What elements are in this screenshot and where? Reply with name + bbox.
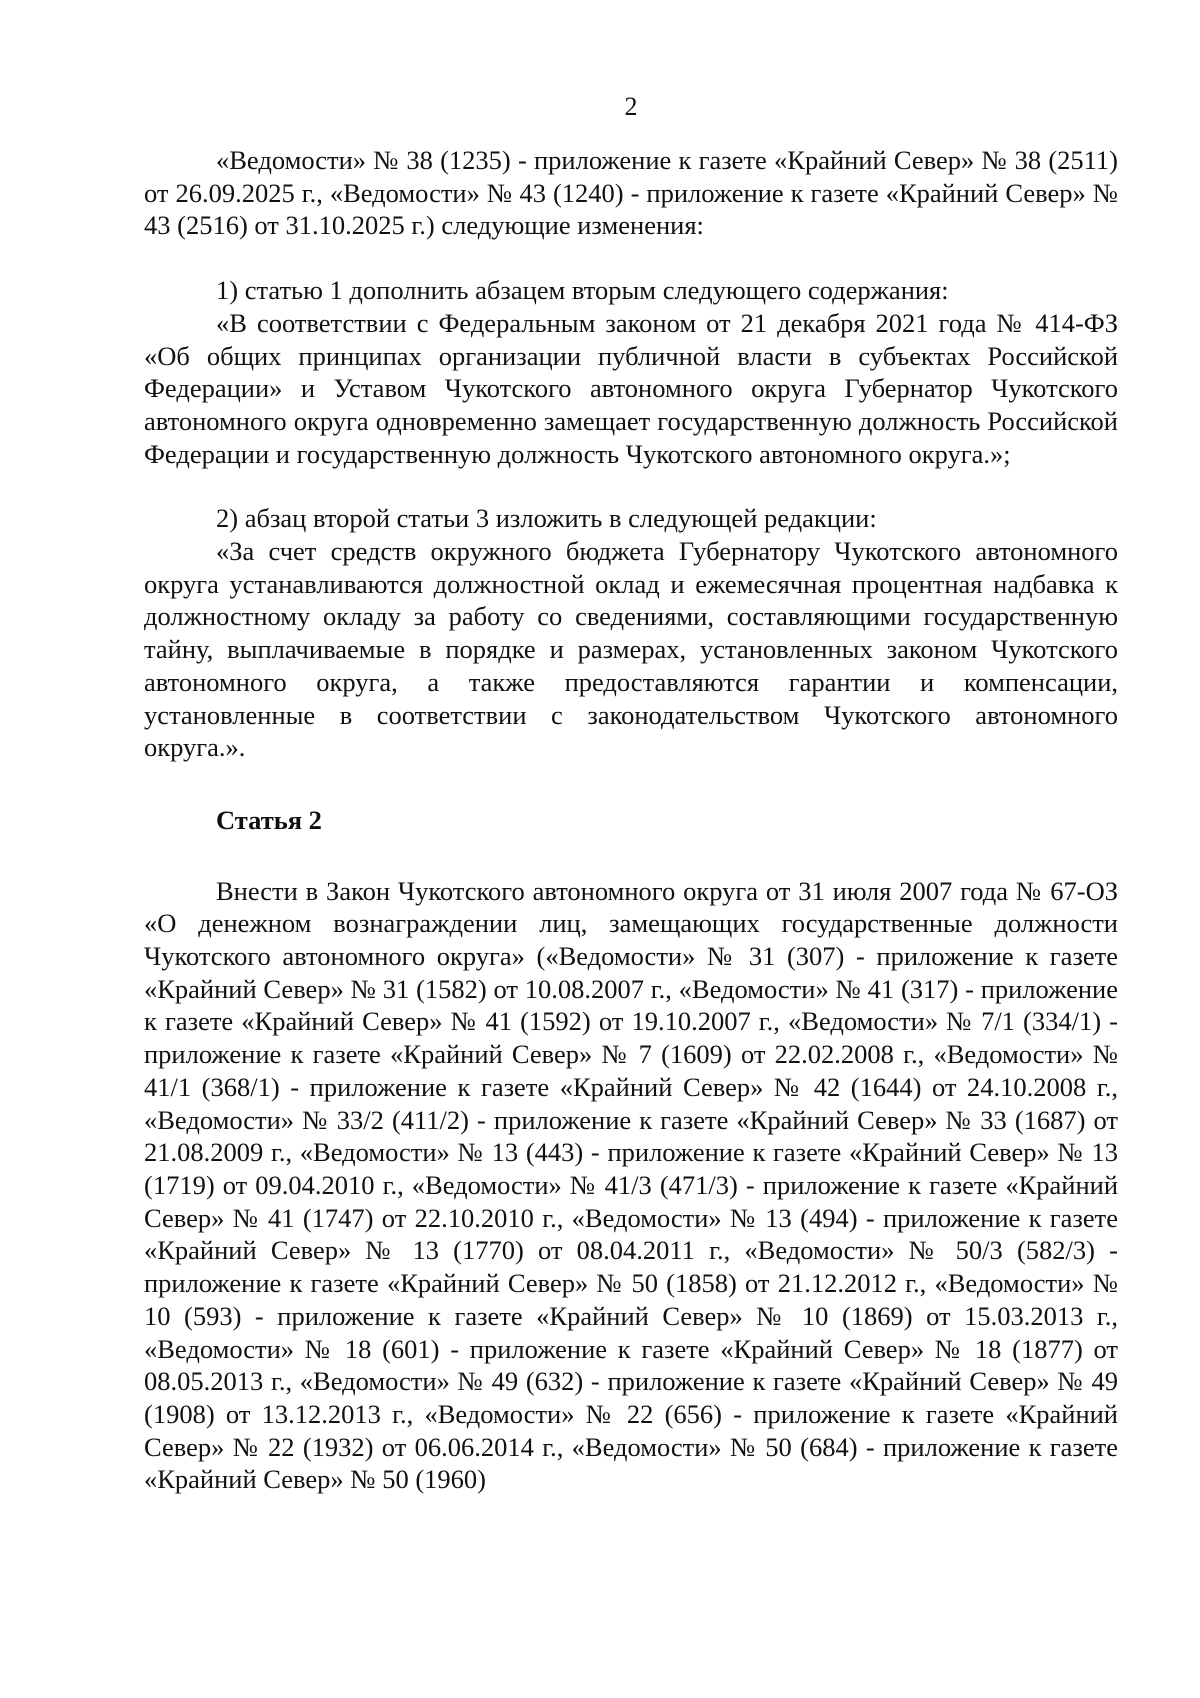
paragraph-item-2-text: «За счет средств окружного бюджета Губернатору Чукотского автономного округа устанавливаются должностной оклад и ежемесячная процентная надбавка к должностному окладу за работу со сведениями, составляющими государственную тайну, выплачиваемые в порядке и размерах, установленных законом Чукотского автономного округа, а также предоставляются гарантии и компенсации, установленные в соответствии с законодательством Чукотского автономного округа.». xyxy=(144,536,1118,763)
paragraph-item-1-text: «В соответствии с Федеральным законом от 21 декабря 2021 года № 414-ФЗ «Об общих принципах организации публичной власти в субъектах Российской Федерации» и Уставом Чукотского автономного округа Губернатор Чукотского автономного округа одновременно замещает государственную должность Российской Федерации и государственную должность Чукотского автономного округа.»; xyxy=(144,307,1118,469)
paragraph-item-2: 2) абзац второй статьи 3 изложить в следующей редакции: xyxy=(216,503,877,534)
paragraph-article-2-text: Внести в Закон Чукотского автономного округа от 31 июля 2007 года № 67-ОЗ «О денежном вознаграждении лиц, замещающих государственные должности Чукотского автономного округа» («Ведомости» № 31 (307) - приложение к газете «Крайний Север» № 31 (1582) от 10.08.2007 г., «Ведомости» № 41 (317) - приложение к газете «Крайний Север» № 41 (1592) от 19.10.2007 г., «Ведомости» № 7/1 (334/1) - приложение к газете «Крайний Север» № 7 (1609) от 22.02.2008 г., «Ведомости» № 41/1 (368/1) - приложение к газете «Крайний Север» № 42 (1644) от 24.10.2008 г., «Ведомости» № 33/2 (411/2) - приложение к газете «Крайний Север» № 33 (1687) от 21.08.2009 г., «Ведомости» № 13 (443) - приложение к газете «Крайний Север» № 13 (1719) от 09.04.2010 г., «Ведомости» № 41/3 (471/3) - приложение к газете «Крайний Север» № 41 (1747) от 22.10.2010 г., «Ведомости» № 13 (494) - приложение к газете «Крайний Север» № 13 (1770) от 08.04.2011 г., «Ведомости» № 50/3 (582/3) - приложение к газете «Крайний Север» № 50 (1858) от 21.12.2012 г., «Ведомости» № 10 (593) - приложение к газете «Крайний Север» № 10 (1869) от 15.03.2013 г., «Ведомости» № 18 (601) - приложение к газете «Крайний Север» № 18 (1877) от 08.05.2013 г., «Ведомости» № 49 (632) - приложение к газете «Крайний Север» № 49 (1908) от 13.12.2013 г., «Ведомости» № 22 (656) - приложение к газете «Крайний Север» № 22 (1932) от 06.06.2014 г., «Ведомости» № 50 (684) - приложение к газете «Крайний Север» № 50 (1960) xyxy=(144,875,1118,1495)
paragraph-publication-refs: «Ведомости» № 38 (1235) - приложение к газете «Крайний Север» № 38 (2511) от 26.09.2025 г., «Ведомости» № 43 (1240) - приложение к газете «Крайний Север» № 43 (2516) от 31.10.2025 г.) следующие изменения: xyxy=(144,145,1118,241)
page-number: 2 xyxy=(624,92,638,121)
article-heading: Статья 2 xyxy=(216,804,322,835)
paragraph-item-1: 1) статью 1 дополнить абзацем вторым следующего содержания: xyxy=(216,275,949,306)
